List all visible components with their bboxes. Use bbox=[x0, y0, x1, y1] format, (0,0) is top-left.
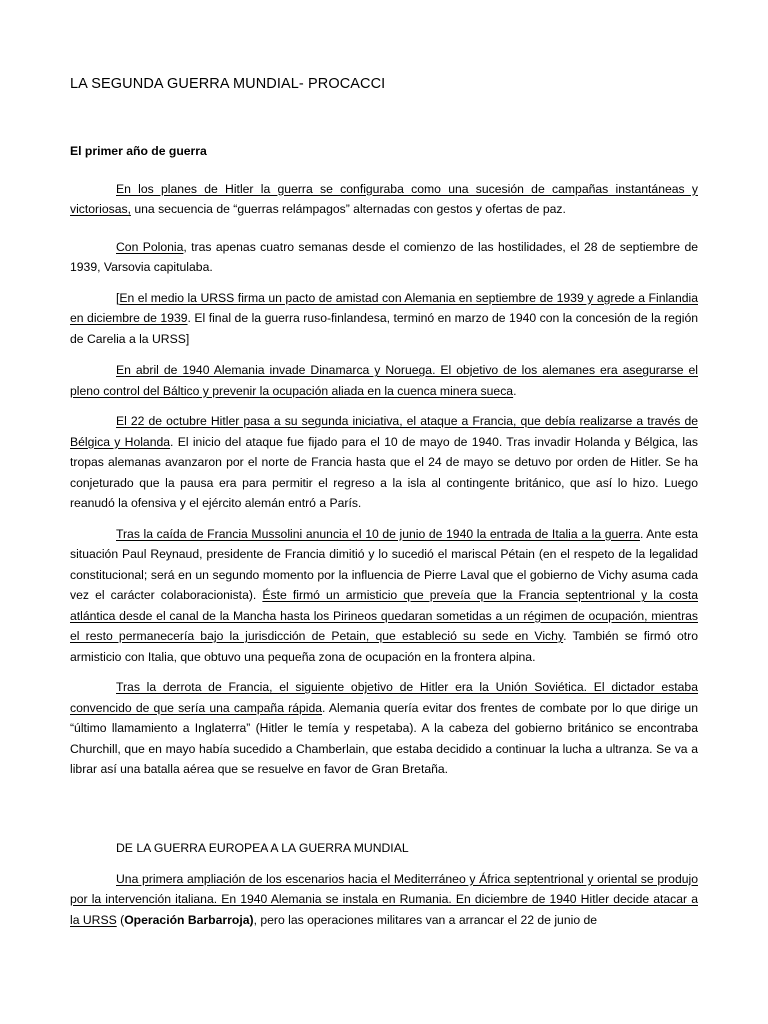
paragraph-text: . Ante esta situación Paul Reynaud, presidente de Francia dimitió y lo sucedió el mariscal Pétain (en el respeto de la legalidad constitucional; será en un segundo momento por la influencia de Pierre Laval que el gobierno de Vichy asuma cada vez el carácter colaboracionista). bbox=[70, 526, 699, 602]
paragraph bbox=[70, 360, 698, 401]
section-primer-ano bbox=[70, 141, 698, 780]
paragraph bbox=[70, 179, 698, 220]
underlined-text: En abril de 1940 Alemania invade Dinamarca y Noruega. El objetivo de los alemanes era asegurarse el pleno control del Báltico y prevenir la ocupación aliada en la cuenca minera sueca bbox=[70, 363, 698, 398]
paragraph-text: , tras apenas cuatro semanas desde el comienzo de las hostilidades, el 28 de septiembre de 1939, Varsovia capitulaba. bbox=[70, 239, 698, 274]
paragraph-text: [ bbox=[116, 290, 120, 305]
paragraph-text: . El inicio del ataque fue fijado para el 10 de mayo de 1940. Tras invadir Holanda y Bélgica, las tropas alemanas avanzaron por el norte de Francia hasta que el 24 de mayo se detuvo por orden de Hitler. Se ha conjeturado que la pausa era para permitir el regreso a la isla al contingente británico, que así lo hizo. Luego reanudó la ofensiva y el ejército alemán entró a París. bbox=[70, 434, 698, 510]
paragraph-text: . El final de la guerra ruso-finlandesa, terminó en marzo de 1940 con la concesión de la región de Carelia a la URSS] bbox=[70, 311, 698, 346]
underlined-text: Éste firmó un armisticio que preveía que la Francia septentrional y la costa atlántica desde el canal de la Mancha hasta los Pirineos quedaran sometidas a un régimen de ocupación, mientras el resto permanecería bajo la jurisdicción de Petain, que estableció su sede en Vichy bbox=[70, 588, 698, 643]
underlined-text: El 22 de octubre Hitler pasa a su segunda iniciativa, el ataque a Francia, que debía realizarse a través de Bélgica y Holanda bbox=[70, 414, 698, 449]
paragraph-text: una secuencia de “guerras relámpagos” alternadas con gestos y ofertas de paz. bbox=[130, 202, 566, 216]
underlined-text: En los planes de Hitler la guerra se configuraba como una sucesión de campañas instantáneas y victoriosas, bbox=[70, 181, 698, 216]
paragraph-text: , pero las operaciones militares van a arrancar el 22 de junio de bbox=[253, 912, 598, 927]
document-title: LA SEGUNDA GUERRA MUNDIAL- PROCACCI bbox=[70, 76, 386, 92]
paragraph-text: . También se firmó otro armisticio con Italia, que obtuvo una pequeña zona de ocupación en la frontera alpina. bbox=[70, 629, 698, 664]
section-heading: DE LA GUERRA EUROPEA A LA GUERRA MUNDIAL bbox=[116, 841, 409, 855]
paragraph bbox=[70, 237, 698, 278]
underlined-text: Con Polonia bbox=[116, 239, 184, 254]
paragraph bbox=[70, 411, 698, 514]
underlined-text: Una primera ampliación de los escenarios hacia el Mediterráneo y África septentrional y oriental se produjo por la intervención italiana. En 1940 Alemania se instala en Rumania. En diciembre de 1940 Hitler decide atacar a la URSS bbox=[70, 871, 698, 927]
paragraph bbox=[70, 677, 698, 780]
paragraph bbox=[70, 524, 698, 668]
paragraph bbox=[70, 288, 698, 350]
paragraph bbox=[70, 869, 698, 931]
paragraph-text: . bbox=[513, 383, 517, 398]
section-heading: El primer año de guerra bbox=[70, 144, 207, 158]
section-guerra-mundial bbox=[70, 838, 698, 930]
underlined-text: En el medio la URSS firma un pacto de amistad con Alemania en septiembre de 1939 y agrede a Finlandia en diciembre de 1939 bbox=[70, 290, 698, 325]
bold-text: Operación Barbarroja) bbox=[124, 912, 254, 927]
paragraph-text: . Alemania quería evitar dos frentes de combate por lo que dirige un “último llamamiento a Inglaterra” (Hitler le temía y respetaba). A la cabeza del gobierno británico se encontraba Churchill, que en mayo había sucedido a Chamberlain, que estaba decidido a continuar la lucha a ultranza. Se va a librar así una batalla aérea que se resuelve en favor de Gran Bretaña. bbox=[70, 700, 698, 776]
underlined-text: Tras la derrota de Francia, el siguiente objetivo de Hitler era la Unión Soviética. El dictador estaba convencido de que sería una campaña rápida bbox=[70, 680, 698, 715]
paragraph-text: ( bbox=[116, 912, 125, 927]
underlined-text: Tras la caída de Francia Mussolini anuncia el 10 de junio de 1940 la entrada de Italia a la guerra bbox=[116, 526, 640, 541]
